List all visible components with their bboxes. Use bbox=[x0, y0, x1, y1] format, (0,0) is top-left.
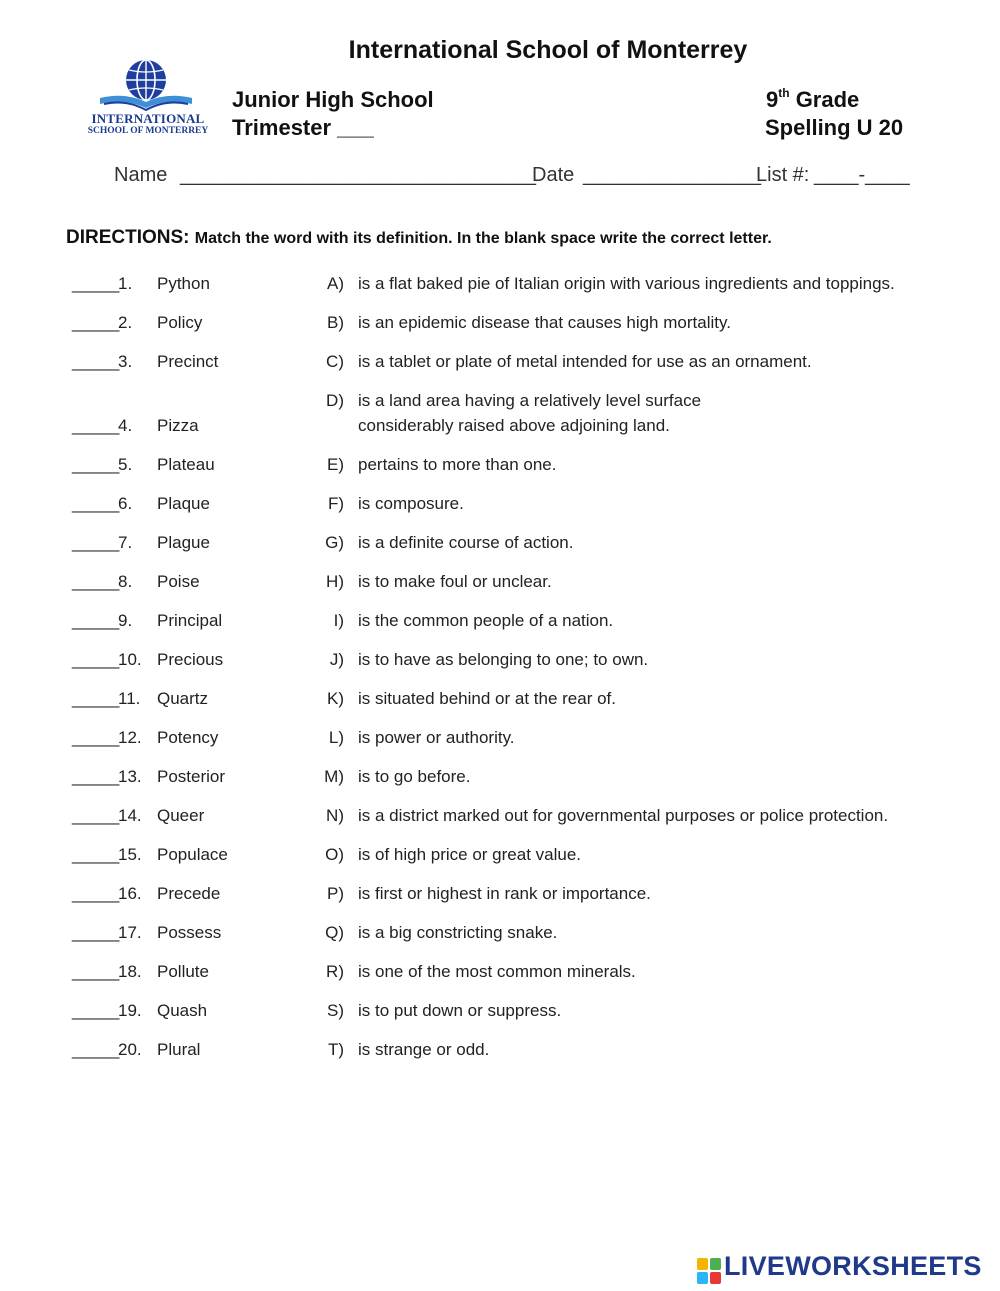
item-number: 9. bbox=[118, 611, 133, 630]
definition-text: is situated behind or at the rear of. bbox=[358, 689, 616, 708]
definition-text: is composure. bbox=[358, 494, 464, 513]
grade-superscript: th bbox=[778, 85, 790, 100]
definition-text: is a tablet or plate of metal intended for use as an ornament. bbox=[358, 352, 812, 371]
vocabulary-word: Potency bbox=[157, 728, 219, 747]
definition-letter: P) bbox=[327, 884, 344, 903]
answer-blank[interactable]: _____ bbox=[72, 572, 120, 591]
unit-label: Spelling U 20 bbox=[765, 115, 904, 140]
answer-blank[interactable]: _____ bbox=[72, 884, 120, 903]
item-number: 1. bbox=[118, 274, 133, 293]
answer-blank[interactable]: _____ bbox=[72, 455, 120, 474]
answer-blank[interactable]: _____ bbox=[72, 274, 120, 293]
vocabulary-word: Quartz bbox=[157, 689, 209, 708]
definition-letter: J) bbox=[329, 650, 344, 669]
definition-letter: R) bbox=[326, 962, 344, 981]
definition-letter: E) bbox=[327, 455, 344, 474]
item-number: 17. bbox=[118, 923, 142, 942]
vocabulary-word: Precede bbox=[157, 884, 221, 903]
definition-text: is a flat baked pie of Italian origin with various ingredients and toppings. bbox=[358, 274, 895, 293]
answer-blank[interactable]: _____ bbox=[72, 650, 120, 669]
definition-text: is a definite course of action. bbox=[358, 533, 574, 552]
definition-text: is to make foul or unclear. bbox=[358, 572, 552, 591]
liveworksheets-brand: LIVEWORKSHEETS bbox=[724, 1251, 982, 1281]
vocabulary-word: Precious bbox=[157, 650, 224, 669]
vocabulary-word: Populace bbox=[157, 845, 228, 864]
definition-text: is of high price or great value. bbox=[358, 845, 582, 864]
division-label: Junior High School bbox=[232, 87, 434, 112]
definition-text: is one of the most common minerals. bbox=[358, 962, 636, 981]
answer-blank[interactable]: _____ bbox=[72, 1001, 120, 1020]
vocabulary-word: Plural bbox=[157, 1040, 201, 1059]
definition-letter: S) bbox=[327, 1001, 344, 1020]
definition-text: is the common people of a nation. bbox=[358, 611, 614, 630]
definition-letter: G) bbox=[325, 533, 344, 552]
school-title: International School of Monterrey bbox=[348, 36, 748, 64]
trimester-label: Trimester ___ bbox=[232, 115, 374, 140]
definition-letter: L) bbox=[328, 728, 344, 747]
logo-text-line2: SCHOOL OF MONTERREY bbox=[87, 126, 209, 136]
vocabulary-word: Plateau bbox=[157, 455, 215, 474]
vocabulary-word: Plaque bbox=[157, 494, 210, 513]
directions bbox=[66, 227, 772, 249]
definition-text: is to go before. bbox=[358, 767, 471, 786]
definition-letter: K) bbox=[327, 689, 344, 708]
directions-label: DIRECTIONS: bbox=[66, 227, 190, 248]
grade-label bbox=[766, 87, 859, 113]
vocabulary-word: Precinct bbox=[157, 352, 219, 371]
grade-number: 9 bbox=[766, 87, 779, 112]
vocabulary-word: Posterior bbox=[157, 767, 226, 786]
definition-text: is a district marked out for governmental purposes or police protection. bbox=[358, 806, 889, 825]
item-number: 14. bbox=[118, 806, 142, 825]
answer-blank[interactable]: _____ bbox=[72, 1040, 120, 1059]
name-label: Name bbox=[114, 164, 168, 186]
answer-blank[interactable]: _____ bbox=[72, 533, 120, 552]
answer-blank[interactable]: _____ bbox=[72, 767, 120, 786]
definition-letter: B) bbox=[327, 313, 344, 332]
definition-text: is to have as belonging to one; to own. bbox=[358, 650, 649, 669]
item-number: 19. bbox=[118, 1001, 142, 1020]
directions-text: Match the word with its definition. In the blank space write the correct letter. bbox=[194, 230, 772, 247]
answer-blank[interactable]: _____ bbox=[72, 923, 120, 942]
definition-text: considerably raised above adjoining land. bbox=[358, 416, 670, 435]
item-number: 10. bbox=[118, 650, 142, 669]
item-number: 5. bbox=[118, 455, 133, 474]
definition-letter: F) bbox=[327, 494, 344, 513]
definition-letter: O) bbox=[325, 845, 344, 864]
vocabulary-word: Pizza bbox=[157, 416, 199, 435]
item-number: 8. bbox=[118, 572, 133, 591]
item-number: 3. bbox=[118, 352, 133, 371]
answer-blank[interactable]: _____ bbox=[72, 728, 120, 747]
vocabulary-word: Python bbox=[157, 274, 210, 293]
definition-letter: Q) bbox=[325, 923, 344, 942]
vocabulary-word: Policy bbox=[157, 313, 203, 332]
item-number: 6. bbox=[118, 494, 133, 513]
item-number: 18. bbox=[118, 962, 142, 981]
answer-blank[interactable]: _____ bbox=[72, 806, 120, 825]
list-number-label: List #: bbox=[756, 164, 810, 186]
definition-text: is strange or odd. bbox=[358, 1040, 490, 1059]
name-field[interactable]: ________________________________ bbox=[180, 164, 536, 186]
logo-text-line1: INTERNATIONAL bbox=[91, 111, 205, 126]
definition-text: is a land area having a relatively level surface bbox=[358, 391, 702, 410]
definition-text: is an epidemic disease that causes high mortality. bbox=[358, 313, 731, 332]
item-number: 11. bbox=[118, 689, 141, 708]
answer-blank[interactable]: _____ bbox=[72, 689, 120, 708]
item-number: 20. bbox=[118, 1040, 142, 1059]
item-number: 7. bbox=[118, 533, 133, 552]
definition-letter: C) bbox=[326, 352, 344, 371]
answer-blank[interactable]: _____ bbox=[72, 494, 120, 513]
vocabulary-word: Principal bbox=[157, 611, 223, 630]
answer-blank[interactable]: _____ bbox=[72, 962, 120, 981]
vocabulary-word: Possess bbox=[157, 923, 222, 942]
answer-blank[interactable]: _____ bbox=[72, 313, 120, 332]
definition-letter: N) bbox=[326, 806, 344, 825]
vocabulary-word: Quash bbox=[157, 1001, 208, 1020]
definition-text: is to put down or suppress. bbox=[358, 1001, 562, 1020]
definition-text: is power or authority. bbox=[358, 728, 515, 747]
item-number: 12. bbox=[118, 728, 142, 747]
definition-text: pertains to more than one. bbox=[358, 455, 557, 474]
item-number: 2. bbox=[118, 313, 133, 332]
answer-blank[interactable]: _____ bbox=[72, 845, 120, 864]
vocabulary-word: Plague bbox=[157, 533, 210, 552]
date-field[interactable]: ________________ bbox=[583, 164, 761, 186]
definition-text: is a big constricting snake. bbox=[358, 923, 558, 942]
definition-letter: I) bbox=[333, 611, 344, 630]
vocabulary-word: Queer bbox=[157, 806, 205, 825]
list-number-field[interactable]: ____-____ bbox=[814, 164, 910, 186]
date-label: Date bbox=[532, 164, 575, 186]
item-number: 15. bbox=[118, 845, 142, 864]
definition-text: is first or highest in rank or importance. bbox=[358, 884, 651, 903]
vocabulary-word: Poise bbox=[157, 572, 200, 591]
grade-word: Grade bbox=[789, 87, 860, 112]
definition-letter: M) bbox=[324, 767, 344, 786]
item-number: 13. bbox=[118, 767, 142, 786]
vocabulary-word: Pollute bbox=[157, 962, 209, 981]
definition-letter: D) bbox=[326, 391, 344, 410]
liveworksheets-logo-icon bbox=[697, 1258, 721, 1284]
definition-letter: H) bbox=[326, 572, 344, 591]
answer-blank[interactable]: _____ bbox=[72, 416, 120, 435]
item-number: 16. bbox=[118, 884, 142, 903]
definition-letter: A) bbox=[327, 274, 344, 293]
item-number: 4. bbox=[118, 416, 133, 435]
definition-letter: T) bbox=[327, 1040, 344, 1059]
answer-blank[interactable]: _____ bbox=[72, 352, 120, 371]
answer-blank[interactable]: _____ bbox=[72, 611, 120, 630]
